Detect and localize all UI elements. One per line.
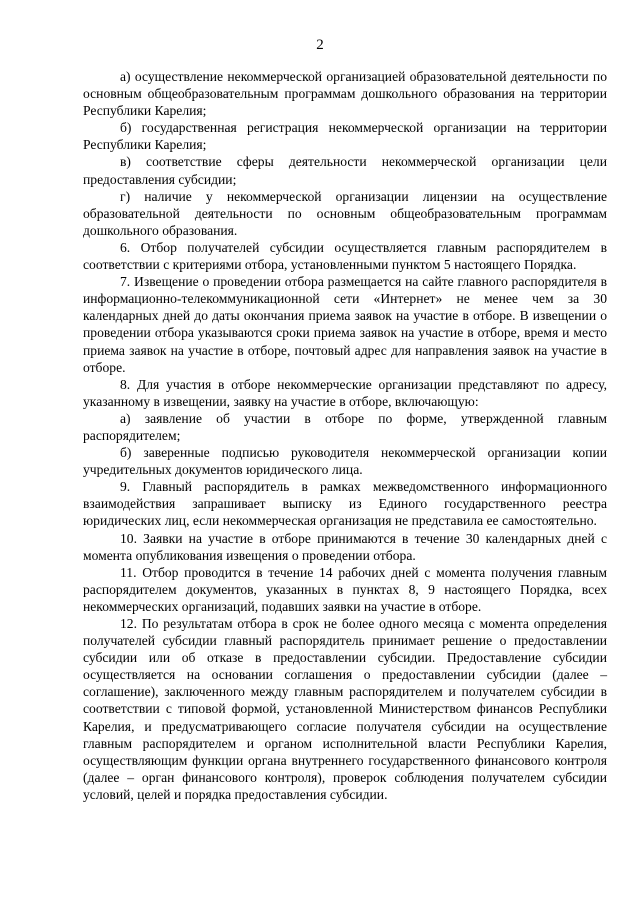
- paragraph-11: 11. Отбор проводится в течение 14 рабочих дней с момента получения главным распорядителем документов, указанных в пунктах 8, 9 настоящего Порядка, всех некоммерческих организаций, подавших заявки на участие в отборе.: [83, 564, 607, 614]
- document-body: [83, 68, 607, 803]
- paragraph-5v: в) соответствие сферы деятельности некоммерческой организации цели предоставления субсидии;: [83, 154, 607, 187]
- paragraph-7: 7. Извещение о проведении отбора размещается на сайте главного распорядителя в информационно-телекоммуникационной сети «Интернет» не менее чем за 30 календарных дней до даты окончания приема заявок на участие в отборе. В извещении о проведении отбора указываются сроки приема заявок на участие в отборе, время и место приема заявок на участие в отборе, почтовый адрес для направления заявок на участие в отборе.: [83, 274, 607, 375]
- paragraph-6: 6. Отбор получателей субсидии осуществляется главным распорядителем в соответствии с критериями отбора, установленными пунктом 5 настоящего Порядка.: [83, 239, 607, 273]
- paragraph-5a: а) осуществление некоммерческой организацией образовательной деятельности по основным общеобразовательным программам дошкольного образования на территории Республики Карелия;: [83, 69, 607, 119]
- paragraph-12: 12. По результатам отбора в срок не более одного месяца с момента определения получателей субсидии главный распорядитель принимает решение о предоставлении субсидии или об отказе в предоставлении субсидии. Предоставление субсидии осуществляется на основании соглашения о предоставлении субсидии (далее – соглашение), заключенного между главным распорядителем и получателем субсидии в соответствии с типовой формой, установленной Министерством финансов Республики Карелия, и предусматривающего согласие получателя субсидии на осуществление главным распорядителем и органом исполнительной власти Республики Карелия, осуществляющим функции органа внутреннего государственного финансового контроля (далее – орган финансового контроля), проверок соблюдения получателем субсидии условий, целей и порядка предоставления субсидии.: [83, 616, 607, 802]
- paragraph-10: 10. Заявки на участие в отборе принимаются в течение 30 календарных дней с момента опубликования извещения о проведении отбора.: [83, 530, 607, 563]
- paragraph-5b: б) государственная регистрация некоммерческой организации на территории Республики Карелия;: [83, 120, 607, 153]
- paragraph-8a: а) заявление об участии в отборе по форме, утвержденной главным распорядителем;: [83, 410, 607, 443]
- paragraph-8: 8. Для участия в отборе некоммерческие организации представляют по адресу, указанному в извещении, заявку на участие в отборе, включающую:: [83, 376, 607, 409]
- page-number: 2: [316, 37, 324, 53]
- paragraph-5g: г) наличие у некоммерческой организации лицензии на осуществление образовательной деятельности по основным общеобразовательным программам дошкольного образования.: [83, 188, 607, 238]
- paragraph-9: 9. Главный распорядитель в рамках межведомственного информационного взаимодействия запрашивает выписку из Единого государственного реестра юридических лиц, если некоммерческая организация не представила ее самостоятельно.: [83, 479, 607, 529]
- paragraph-8b: б) заверенные подписью руководителя некоммерческой организации копии учредительных документов юридического лица.: [83, 445, 607, 478]
